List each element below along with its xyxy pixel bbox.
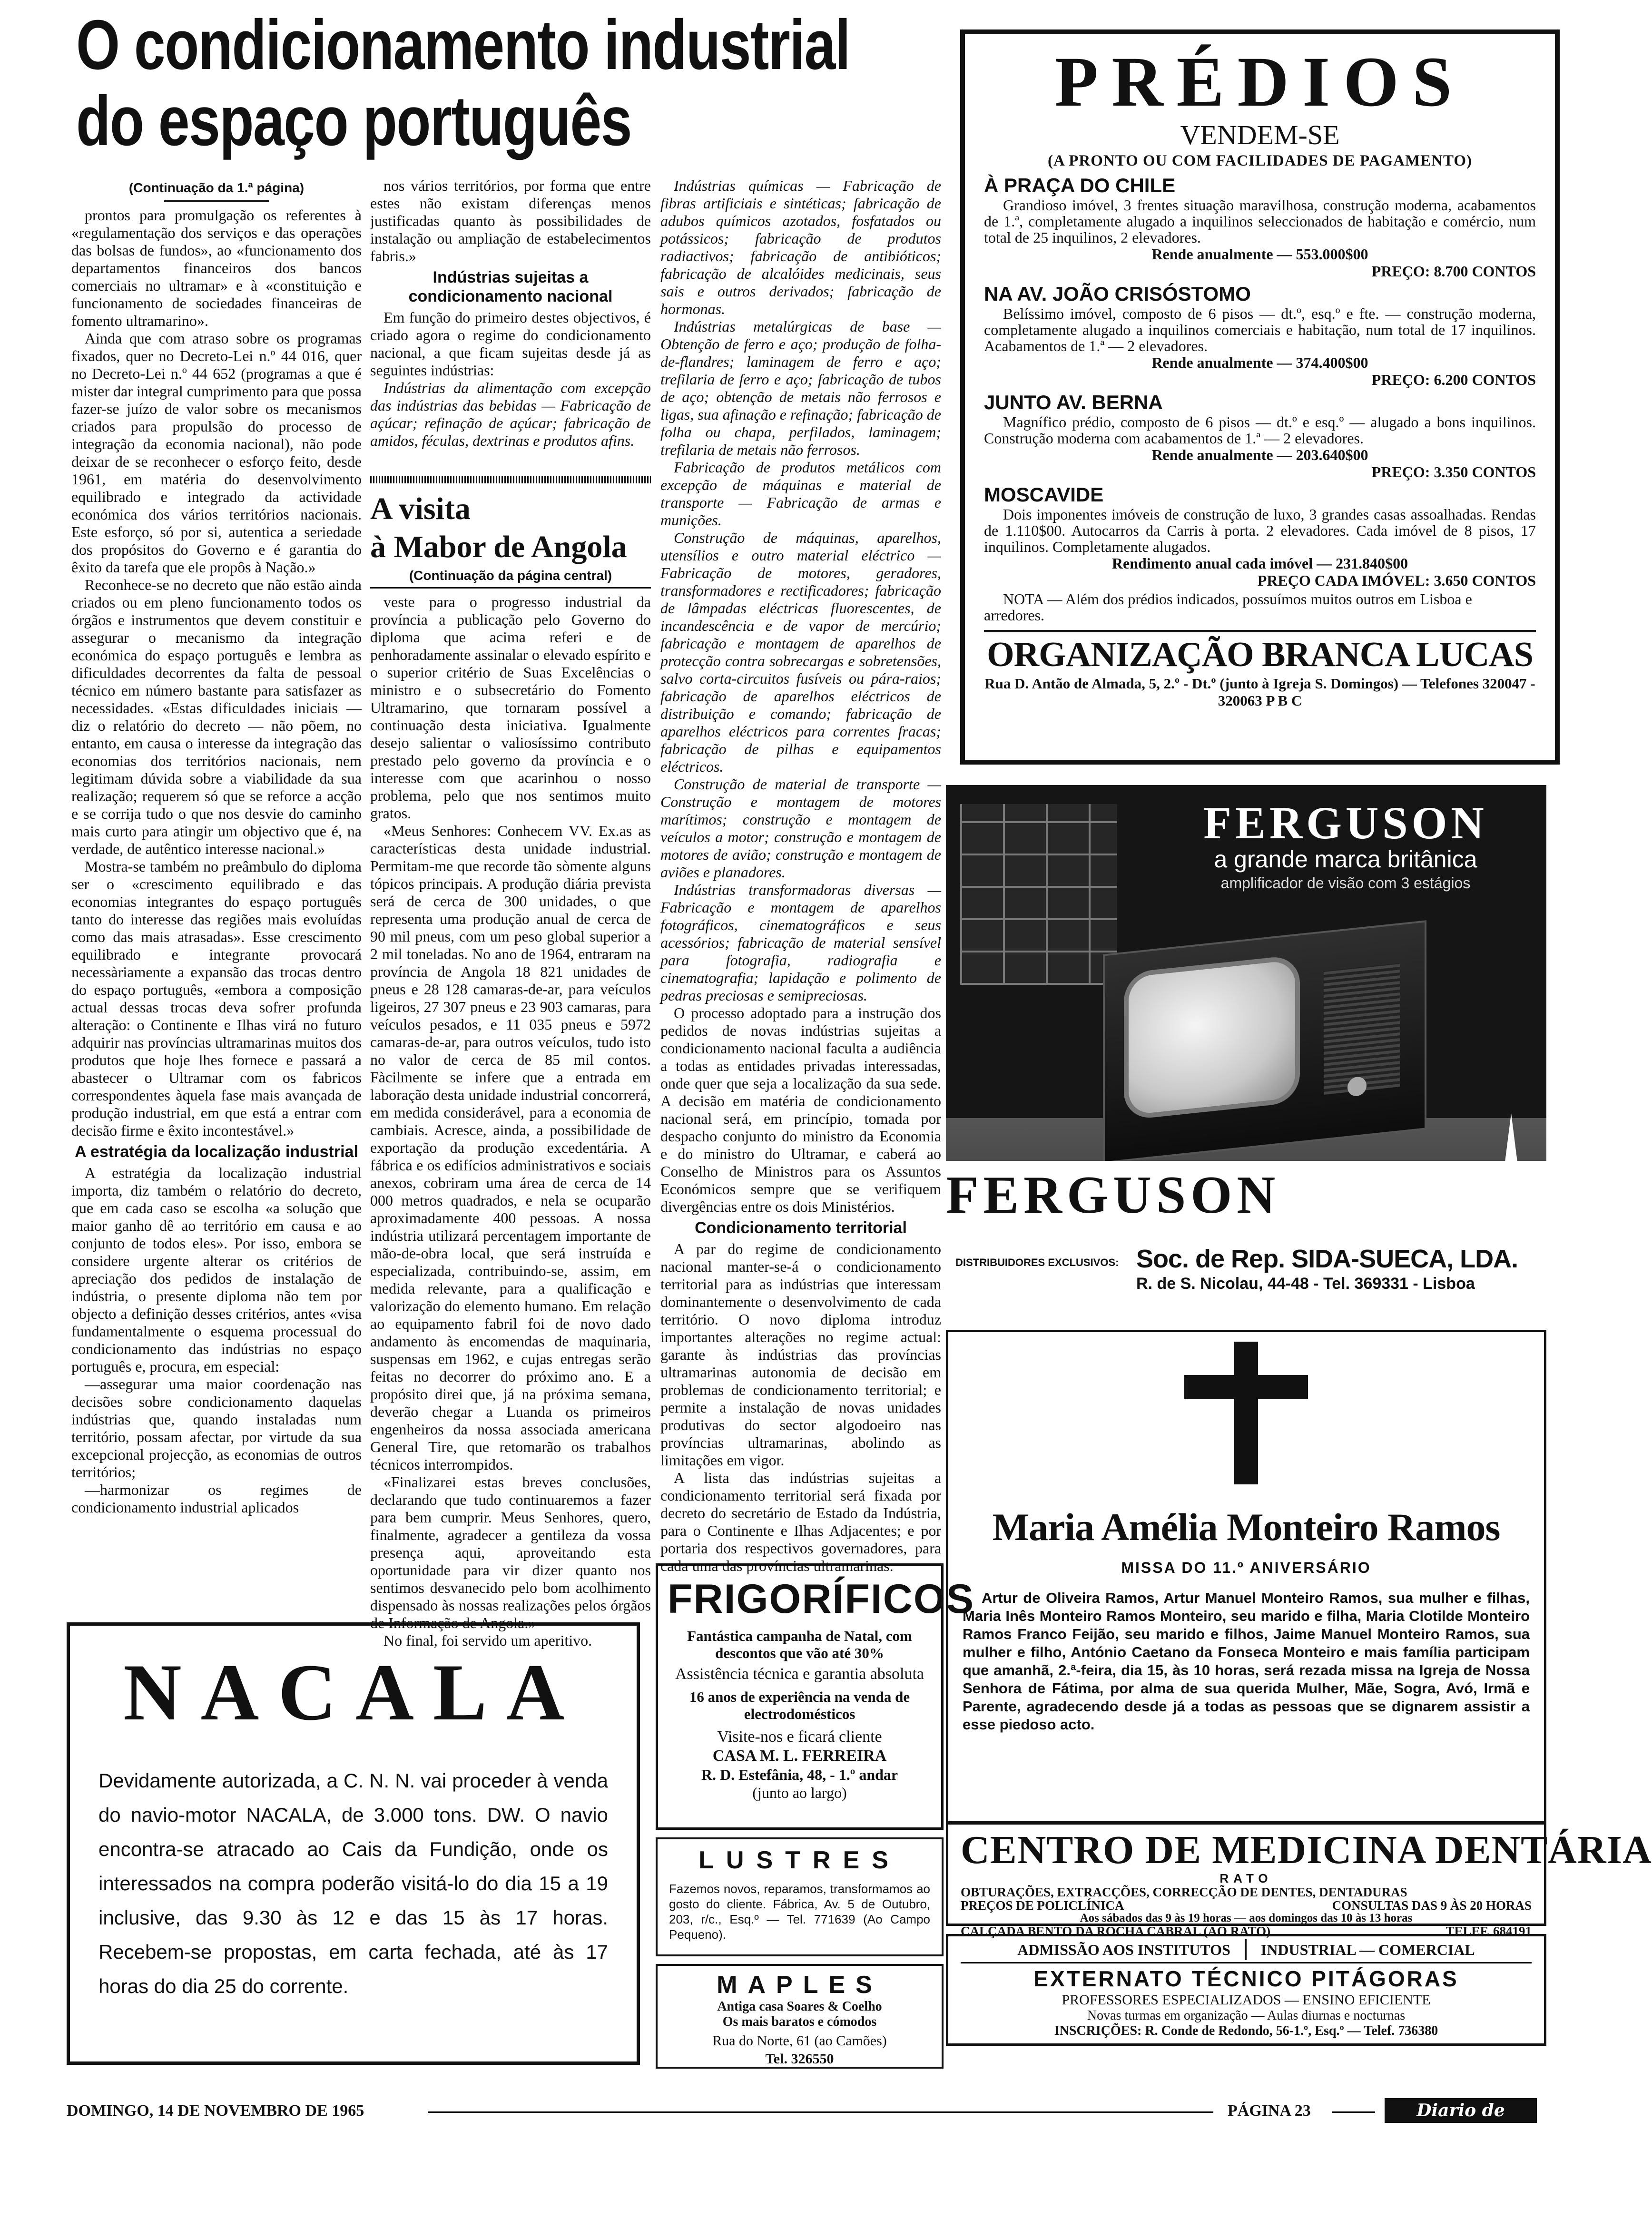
- subheading-territorial: Condicionamento territorial: [695, 1219, 907, 1237]
- television-set: [1103, 920, 1426, 1163]
- ferguson-brand-bottom: FERGUSON: [946, 1166, 1280, 1225]
- maples-ad: [656, 1964, 944, 2069]
- paragraph: nos vários territórios, por forma que entre estes não existam diferenças menos justificadas quanto às possibilidades de instalação ou ampliação de estabelecimentos fabris.»: [370, 177, 651, 265]
- ferguson-brand-top: FERGUSON: [1203, 797, 1488, 848]
- predios-title: PRÉDIOS: [1054, 42, 1465, 121]
- frigorificos-line3: 16 anos de experiência na venda de electrodomésticos: [689, 1688, 910, 1722]
- maples-line1: Antiga casa Soares & Coelho: [717, 1999, 882, 2014]
- listing-desc: Magnífico prédio, composto de 6 pisos — dt.º e esq.º — alugado a bons inquilinos. Construção moderna com acabamentos de 1.ª — 2 elevadores.: [984, 413, 1536, 447]
- predios-subtitle: VENDEM-SE: [1180, 119, 1340, 150]
- externato-line3: INSCRIÇÕES: R. Conde de Redondo, 56-1.º, Esq.º — Telef. 736380: [1054, 2023, 1438, 2038]
- frigorificos-shop: CASA M. L. FERREIRA: [712, 1747, 887, 1765]
- brick-wall: [960, 804, 1117, 985]
- paragraph: Reconhece-se no decreto que não estão ainda criados ou em pleno funcionamento todos os órgãos e instrumentos que devem constituir e assegurar o mecanismo da integração económica do espaço português e lembra as dificuldades decorrentes da falta de pessoal técnico em número bastante para satisfazer as necessidades. «Estas dificuldades iniciais — diz o relatório do decreto — não põem, no entanto, em causa o interesse da integração das economias dos territórios nacionais, nem legitimam dúvida sobre a viabilidade da sua realização; requerem só que se reforce a acção e se corrija tudo o que nos desvie do caminho mais curto para atingir um objectivo que é, na verdade, de autêntico interesse nacional.»: [71, 576, 362, 857]
- dental-title: CENTRO DE MEDICINA DENTÁRIA: [961, 1828, 1652, 1872]
- ferguson-tagline-2: amplificador de visão com 3 estágios: [1220, 874, 1471, 892]
- paragraph: No final, foi servido um aperitivo.: [384, 1632, 592, 1649]
- paragraph: veste para o progresso industrial da província a publicação pelo Governo do diploma que acima referi e de penhoradamente assinalar o elevado espírito e o superior critério de Suas Excelências o ministro e o subsecretário do Fomento Ultramarino, que tornaram possível a continuação desta iniciativa. Igualmente desejo salientar o valiosíssimo contributo prestado pelo governo da província e o interesse com que acarinhou o nosso problema, pelo que nos sentimos muito gratos.: [370, 593, 651, 822]
- subheading-localizacao: A estratégia da localização industrial: [75, 1143, 358, 1161]
- dental-place: RATO: [1219, 1871, 1273, 1885]
- cross-icon: [1184, 1342, 1308, 1484]
- headline: [76, 6, 885, 167]
- paragraph: Construção de material de transporte — Construção e montagem de motores marítimos; construção e montagem de veículos a motor; construção e montagem de motores de avião; construção e montagem de aviões e planadores.: [660, 775, 941, 881]
- paragraph: A estratégia da localização industrial importa, diz também o relatório do decreto, que em cada caso se escolha «a solução que maior ganho dê ao território em causa e ao conjunto de todos eles». Por isso, embora se considere urgente alterar os critérios de apreciação dos pedidos de instalação de indústria, o presente diploma não tem por objecto a definição desses critérios, antes «visa fundamentalmente o esquema processual do condicionamento das indústrias no espaço português e, procura, em especial:: [71, 1164, 362, 1375]
- listing: [984, 174, 1536, 280]
- paragraph: Indústrias químicas — Fabricação de fibras artificiais e sintéticas; fabricação de adubos químicos azotados, fosfatados ou potássicos; fabricação de produtos radiactivos; fabricação de antibióticos; fabricação de alcalóides medicinais, seus sais e outros derivados; fabricação de hormonas.: [660, 177, 941, 317]
- frigorificos-line2: Assistência técnica e garantia absoluta: [675, 1665, 924, 1683]
- headline-line-1: O condicionamento industrial: [76, 6, 850, 84]
- article-column-2: [370, 177, 651, 501]
- tv-controls: [1324, 963, 1400, 1095]
- lamp-icon: [1498, 1113, 1524, 1218]
- paragraph: Construção de máquinas, aparelhos, utensílios e outro material eléctrico — Fabricação de motores, geradores, transformadores e rectificadores; fabricação de lâmpadas eléctricas fluorescentes, de incandescência e de vapor de mercúrio; fabricação e montagem de aparelhos de protecção contra sobrecargas e sobretensões, salvo corta-circuitos fusíveis ou pára-raios; fabricação de aparelhos eléctricos de distribuição e comando; fabricação de aparelhos eléctricos para correntes fracas; fabricação de pilhas e equipamentos eléctricos.: [660, 529, 941, 775]
- paragraph: Indústrias metalúrgicas de base — Obtenção de ferro e aço; produção de folha-de-flandres; laminagem de ferro e aço; trefilaria de ferro e aço; fabricação de tubos de aço; obtenção de metais não ferrosos e ligas, sua afinação e refinação; fabricação de folha ou chapa, perfilados, laminagem; trefilaria de metais não ferrosos.: [660, 318, 941, 458]
- predios-note: NOTA — Além dos prédios indicados, possuímos muitos outros em Lisboa e arredores.: [984, 590, 1472, 624]
- maples-line2: Os mais baratos e cómodos: [722, 2014, 877, 2029]
- listing-price: PREÇO: 6.200 CONTOS: [1371, 371, 1536, 388]
- listing-income: Rende anualmente — 553.000$00: [1151, 245, 1368, 263]
- ferguson-tagline: a grande marca britânica: [1214, 846, 1477, 873]
- externato-ad: [946, 1934, 1546, 2046]
- footer-rule-right: [1332, 2111, 1375, 2113]
- listing: [984, 483, 1536, 589]
- frigorificos-address2: (junto ao largo): [752, 1784, 847, 1801]
- frigorificos-title: FRIGORÍFICOS: [668, 1576, 975, 1622]
- paragraph: Fabricação de produtos metálicos com excepção de máquinas e material de transporte — Fabricação de armas e munições.: [660, 459, 941, 529]
- article-column-1: [71, 177, 362, 1642]
- paragraph: —harmonizar os regimes de condicionamento industrial aplicados: [71, 1481, 362, 1516]
- listing-desc: Dois imponentes imóveis de construção de luxo, 3 grandes casas assoalhadas. Rendas de 1.110$00. Autocarros da Carris à porta. 2 elevadores. Cada imóvel de 8 pisos, 17 inquilinos. Completamente alugados.: [984, 506, 1536, 555]
- paragraph: A par do regime de condicionamento nacional manter-se-á o condicionamento territorial para as indústrias que interessam dominantemente o desenvolvimento de cada território. O novo diploma introduz importantes alterações no regime actual: garante às indústrias das províncias ultramarinas autonomia de decisão em problemas de condicionamento territorial; e permite a instalação de novas unidades produtivas do sector algodoeiro nas províncias ultramarinas, abolindo as limitações em vigor.: [660, 1240, 941, 1469]
- paragraph: prontos para promulgação os referentes à «regulamentação dos serviços e das operações das bolsas de fundos», ao «funcionamento dos departamentos financeiros dos bancos comerciais no ultramar» e à «constituição e funcionamento de sociedades financeiras de fomento ultramarino».: [71, 206, 362, 329]
- visita-continuation: (Continuação da página central): [409, 568, 612, 583]
- predios-terms: (A PRONTO OU COM FACILIDADES DE PAGAMENTO): [1047, 152, 1473, 169]
- headline-line-2: do espaço português: [76, 82, 631, 160]
- nacala-title: NACALA: [123, 1648, 584, 1737]
- listing-place: JUNTO AV. BERNA: [984, 391, 1163, 413]
- frigorificos-ad: [656, 1563, 975, 1830]
- dental-services: OBTURAÇÕES, EXTRACÇÕES, CORRECÇÃO DE DENTES, DENTADURAS: [961, 1885, 1407, 1899]
- lustres-text: Fazemos novos, reparamos, transformamos ao gosto do cliente. Fábrica, Av. 5 de Outubro, 203, r/c., Esq.º — Tel. 771639 (Ao Campo Pequeno).: [669, 1882, 930, 1942]
- dental-prices: PREÇOS DE POLICLÍNICA: [961, 1898, 1124, 1913]
- ferguson-ad: [946, 785, 1546, 1313]
- frigorificos-line4: Visite-nos e ficará cliente: [717, 1728, 882, 1746]
- article-column-3: [660, 177, 941, 1574]
- listing-price: PREÇO CADA IMÓVEL: 3.650 CONTOS: [1257, 572, 1536, 589]
- dental-address: CALÇADA BENTO DA ROCHA CABRAL (AO RATO): [961, 1924, 1271, 1938]
- listing: [984, 283, 1536, 388]
- externato-top-left: ADMISSÃO AOS INSTITUTOS: [1017, 1939, 1247, 1960]
- obituary: [946, 1330, 1546, 1825]
- footer: [67, 2098, 1537, 2145]
- footer-page: PÁGINA 23: [1228, 2102, 1311, 2120]
- listing-desc: Belíssimo imóvel, composto de 6 pisos — dt.º, esq.º e fte. — construção moderna, completamente alugado a inquilinos comerciais e habitação, num total de 17 inquilinos. Acabamentos de 1.ª — 2 elevadores.: [984, 305, 1536, 354]
- paragraph: «Meus Senhores: Conhecem VV. Ex.as as características desta unidade industrial. Permitam-me que recorde tão sòmente alguns tópicos principais. A produção diária prevista será de cerca de 300 unidades, o que representa uma produção anual de cerca de 90 mil pneus, com um peso global superior a 2 mil toneladas. No ano de 1964, entraram na província de Angola 18 821 unidades de pneus e 28 128 camaras-de-ar, para veículos ligeiros, 27 307 pneus e 23 903 camaras, para veículos pesados, e 11 035 pneus e 5972 camaras-de-ar, para outros veículos, tudo isto no valor de cerca de 85 mil contos. Fàcilmente se infere que a entrada em laboração desta unidade industrial concorrerá, em medida considerável, para a economia de cambiais. Acresce, ainda, a possibilidade de exportação da produção excedentária. A fábrica e os edifícios administrativos e sociais anexos, cobriram uma área de cerca de 14 000 metros quadrados, e nela se ocuparão aproximadamente 400 pessoas. A nossa indústria utilizará percentagem importante de mão-de-obra local, que será instruída e especializada, contribuindo-se, assim, em medida relevante, para a qualificação e valorização do elemento humano. Em relação ao equipamento fabril foi de novo dado andamento às encomendas de maquinaria, suspensas em 1962, e cujas entregas serão feitas no decorrer do próximo ano. E a propósito direi que, já na próxima semana, deverão chegar a Luanda os primeiros engenheiros da nossa associada americana General Tire, que retomarão os trabalhos técnicos interrompidos.: [370, 822, 651, 1473]
- externato-line2: Novas turmas em organização — Aulas diurnas e nocturnas: [1087, 2008, 1406, 2023]
- frigorificos-line1: Fantástica campanha de Natal, com descontos que vão até 30%: [687, 1628, 912, 1661]
- predios-ad: [960, 29, 1560, 765]
- ferguson-dist-addr: R. de S. Nicolau, 44-48 - Tel. 369331 - Lisboa: [1136, 1275, 1475, 1293]
- dental-hours: CONSULTAS DAS 9 ÀS 20 HORAS: [1332, 1898, 1532, 1913]
- paragraph: O processo adoptado para a instrução dos pedidos de novas indústrias sujeitas a condicionamento nacional faculta a audiência a todas as entidades privadas interessadas, onde quer que seja a localização da sua sede. A decisão em matéria de condicionamento nacional será, em princípio, tomada por despacho conjunto do ministro da Economia e do ministro do Ultramar, e caberá ao Conselho de Ministros para os Assuntos Económicos sempre que se verifiquem divergências entre os dois Ministérios.: [660, 1004, 941, 1215]
- dental-tel: TELEF. 684191: [1446, 1924, 1532, 1938]
- visita-article: [370, 490, 651, 1649]
- lustres-title: LUSTRES: [698, 1846, 901, 1874]
- maples-tel: Tel. 326550: [765, 2051, 834, 2067]
- listing: [984, 391, 1536, 481]
- divider: [370, 476, 651, 483]
- paragraph: Indústrias da alimentação com excepção das indústrias das bebidas — Fabricação de açúcar; refinação de açúcar; fabricação de amidos, féculas, dextrinas e produtos afins.: [370, 379, 651, 449]
- ferguson-dist-name: Soc. de Rep. SIDA-SUECA, LDA.: [1136, 1245, 1518, 1273]
- ferguson-dist-label: DISTRIBUIDORES EXCLUSIVOS:: [955, 1256, 1119, 1268]
- dental-ad: [946, 1821, 1652, 1938]
- nacala-ad: [67, 1622, 640, 2065]
- visita-title-2: à Mabor de Angola: [370, 530, 627, 564]
- externato-top-right: INDUSTRIAL — COMERCIAL: [1260, 1941, 1475, 1958]
- footer-masthead: Diario de Lisboa: [1385, 2098, 1537, 2123]
- lustres-ad: [656, 1837, 944, 1956]
- externato-line1: PROFESSORES ESPECIALIZADOS — ENSINO EFICIENTE: [1062, 1992, 1431, 2008]
- paragraph: «Finalizarei estas breves conclusões, declarando que tudo continuaremos a fazer para bem cumprir. Meus Senhores, quero, finalmente, agradecer a gentileza da vossa presença aqui, aproveitando esta oportunidade para vir dizer quanto nos sentimos desvanecido pelo bom acolhimento dispensado às nossas realizações pelos órgãos de Informação de Angola.»: [370, 1473, 651, 1631]
- visita-title-1: A visita: [370, 491, 471, 526]
- footer-rule-left: [428, 2111, 1213, 2113]
- obituary-name: Maria Amélia Monteiro Ramos: [992, 1505, 1500, 1549]
- paragraph: Mostra-se também no preâmbulo do diploma ser o «crescimento equilibrado e das economias integrantes do espaço português tanto do interesse das regiões mais evoluídas como das mais atrasadas». Esse crescimento equilibrado e integrante provocará necessàriamente a expansão das trocas dentro do espaço português, «embora a composição actual dessas trocas deva sofrer profunda alteração: o Continente e Ilhas virá no futuro adquirir nas províncias ultramarinas muitos dos produtos que hoje lhes fornece e passará a abastecer o Ultramar com os fabricos correspondentes àquela fase mais avançada de produção industrial, em que está a entrar com decisão firme e êxito incontestável.»: [71, 858, 362, 1139]
- tv-screen: [1124, 954, 1300, 1120]
- paragraph: Indústrias transformadoras diversas — Fabricação e montagem de aparelhos fotográficos, cinematográficos e seus acessórios; fabricação de material sensível para fotografia, radiografia e cinematografia; lapidação e polimento de pedras preciosas e semipreciosas.: [660, 881, 941, 1004]
- obituary-text: Artur de Oliveira Ramos, Artur Manuel Monteiro Ramos, sua mulher e filhas, Maria Inês Monteiro Ramos Monteiro, seu marido e filha, Maria Clotilde Monteiro Ramos Franco Feijão, seu marido e filhos, Jaime Manuel Monteiro Ramos, sua mulher e filho, António Caetano da Fonseca Monteiro e mais família participam que amanhã, 2.ª-feira, dia 15, às 10 horas, será rezada missa na Igreja de Nossa Senhora de Fátima, por alma de sua querida Mulher, Mãe, Sogra, Avó, Irmã e Parente, agradecendo desde já a todas as pessoas que se dignarem assistir a esse piedoso acto.: [963, 1590, 1530, 1733]
- dental-hours-2: Aos sábados das 9 às 19 horas — aos domingos das 10 às 13 horas: [1080, 1912, 1413, 1924]
- externato-title: EXTERNATO TÉCNICO PITÁGORAS: [1033, 1966, 1459, 1991]
- paragraph: —assegurar uma maior coordenação nas decisões sobre condicionamento daquelas indústrias que, quando instaladas num território, possam afectar, por virtude da sua excepcional projecção, as economias de outros territórios;: [71, 1375, 362, 1481]
- listing-income: Rende anualmente — 203.640$00: [1151, 446, 1368, 463]
- maples-line3: Rua do Norte, 61 (ao Camões): [712, 2033, 887, 2049]
- listing-place: MOSCAVIDE: [984, 483, 1104, 506]
- listing-desc: Grandioso imóvel, 3 frentes situação maravilhosa, construção moderna, acabamentos de 1.ª, completamente alugado a inquilinos seleccionados de habitação e comércio, num total de 25 inquilinos, 2 elevadores.: [984, 196, 1536, 246]
- listing-income: Rendimento anual cada imóvel — 231.840$00: [1111, 555, 1408, 572]
- maples-title: MAPLES: [717, 1971, 883, 1999]
- paragraph: A lista das indústrias sujeitas a condicionamento territorial será fixada por decreto do secretário de Estado da Indústria, para o Continente e Ilhas Adjacentes; e por portaria dos respectivos governadores, para cada uma das províncias ultramarinas.: [660, 1469, 941, 1574]
- listing-place: NA AV. JOÃO CRISÓSTOMO: [984, 283, 1251, 305]
- paragraph: Em função do primeiro destes objectivos, é criado agora o regime do condicionamento nacional, a que ficam sujeitas desde já as seguintes indústrias:: [370, 309, 651, 379]
- footer-date: DOMINGO, 14 DE NOVEMBRO DE 1965: [67, 2102, 364, 2120]
- paragraph: Ainda que com atraso sobre os programas fixados, quer no Decreto-Lei n.º 44 016, quer no Decreto-Lei n.º 44 652 (programas a que é mister dar integral cumprimento para que possa fazer-se juízo de valor sobre os mecanismos criados para propulsão do processo de integração da economia nacional), não pode deixar de se reconhecer o esforço feito, desde 1961, em matéria do desenvolvimento equilibrado e integrado da actividade económica dos vários territórios nacionais. Este esforço, só por si, autentica a seriedade dos propósitos do Governo e é garantia do êxito da tarefa que ele propôs à Nação.»: [71, 330, 362, 576]
- listing-place: À PRAÇA DO CHILE: [984, 174, 1176, 196]
- listing-price: PREÇO: 3.350 CONTOS: [1371, 463, 1536, 481]
- continuation-note: (Continuação da 1.ª página): [128, 180, 305, 195]
- predios-company: ORGANIZAÇÃO BRANCA LUCAS: [987, 635, 1533, 674]
- nacala-text: Devidamente autorizada, a C. N. N. vai proceder à venda do navio-motor NACALA, de 3.000 tons. DW. O navio encontra-se atracado ao Cais da Fundição, onde os interessados na compra poderão visitá-lo do dia 15 a 19 inclusive, das 9.30 às 12 e das 15 às 17 horas. Recebem-se propostas, em carta fechada, até às 17 horas do dia 25 do corrente.: [98, 1769, 608, 1997]
- subheading-industrias: Indústrias sujeitas a condicionamento nacional: [408, 268, 613, 305]
- predios-address: Rua D. Antão de Almada, 5, 2.º - Dt.º (junto à Igreja S. Domingos) — Telefones 320047 - 320063 P B C: [984, 675, 1535, 709]
- obituary-mass: MISSA DO 11.º ANIVERSÁRIO: [1121, 1559, 1371, 1576]
- listing-income: Rende anualmente — 374.400$00: [1151, 354, 1368, 371]
- listing-price: PREÇO: 8.700 CONTOS: [1371, 263, 1536, 280]
- frigorificos-address: R. D. Estefânia, 48, - 1.º andar: [701, 1766, 898, 1783]
